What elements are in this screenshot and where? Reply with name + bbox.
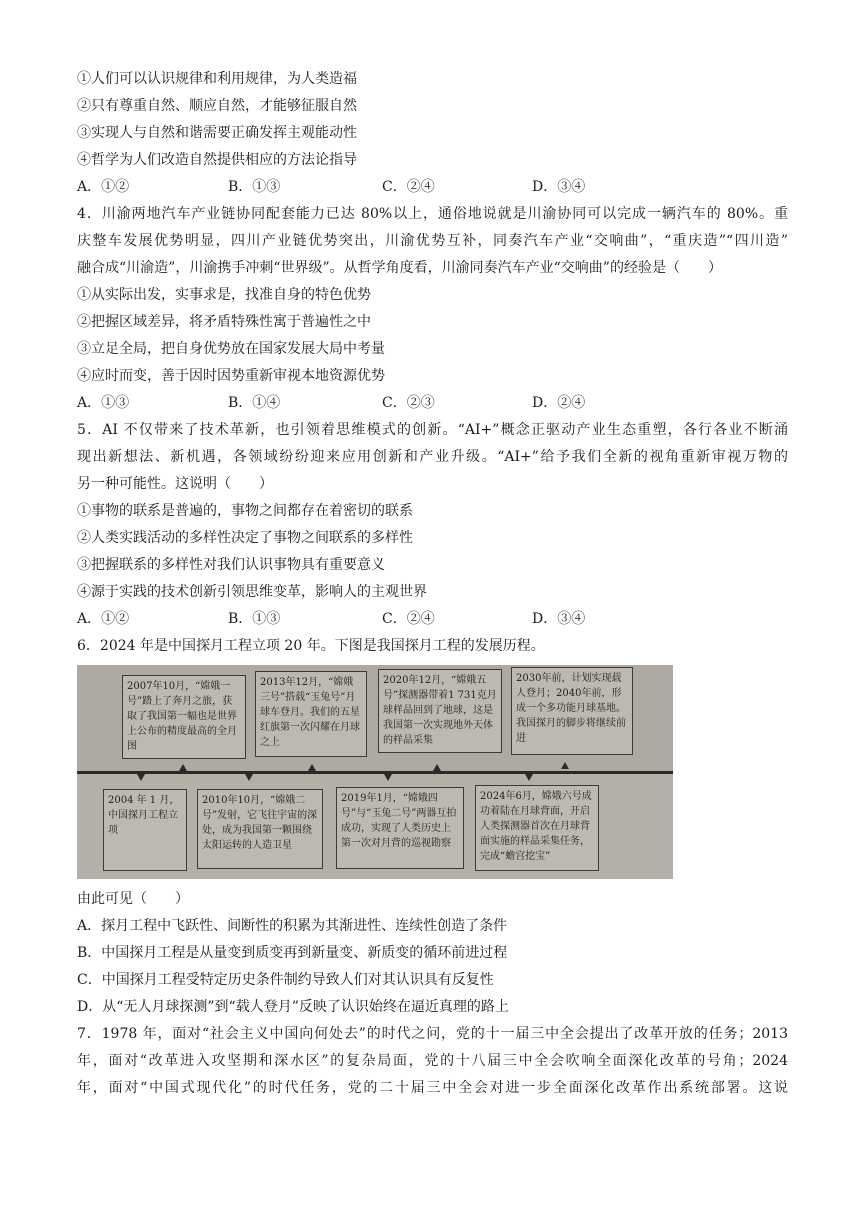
q4-statement-3: ③立足全局，把自身优势放在国家发展大局中考量 [77,341,385,357]
timeline-marker-2030 [561,762,569,769]
q4-choice-b[interactable]: B．①④ [228,395,281,411]
q4-choice-a[interactable]: A．①③ [77,395,130,411]
q6-choice-d[interactable]: D．从“无人月球探测”到“载人登月”反映了认识始终在逼近真理的路上 [77,999,509,1015]
timeline-event-2013: 2013年12月，“嫦娥三号”搭载“玉兔号”月球车登月。我们的五星红旗第一次闪耀在月球之上 [255,671,367,757]
timeline-event-2020: 2020年12月，“嫦娥五号”探测器带着1 731克月球样品回到了地球，这是我国第一次实现地外天体的样品采集 [378,669,502,753]
q5-stem-line-1: 5．AI 不仅带来了技术革新，也引领着思维模式的创新。“AI+”概念正驱动产业生态重塑，各行各业不断涌 [77,422,788,438]
q5-statement-1: ①事物的联系是普遍的，事物之间都存在着密切的联系 [77,503,413,519]
q4-choice-c[interactable]: C．②③ [382,395,435,411]
q5-choice-b[interactable]: B．①③ [228,611,281,627]
q6-choice-c[interactable]: C．中国探月工程受特定历史条件制约导致人们对其认识具有反复性 [77,972,494,988]
timeline-event-2019: 2019年1月，“嫦娥四号”与“玉兔二号”两器互拍成功，实现了人类历史上第一次对月背的巡视勘察 [336,787,464,869]
q5-choice-c[interactable]: C．②④ [382,611,435,627]
q3-choice-b[interactable]: B．①③ [228,179,281,195]
q4-stem-line-1: 4．川渝两地汽车产业链协同配套能力已达 80%以上，通俗地说就是川渝协同可以完成一辆汽车的 80%。重 [77,206,788,222]
q5-statement-4: ④源于实践的技术创新引领思维变革，影响人的主观世界 [77,584,427,600]
q3-choice-c[interactable]: C．②④ [382,179,435,195]
q5-stem-line-2: 现出新想法、新机遇，各领域纷纷迎来应用创新和产业升级。“AI+”给予我们全新的视角重新审视万物的 [77,449,788,465]
q3-choices [77,178,777,196]
lunar-program-timeline-figure [77,665,673,879]
q5-stem-line-3: 另一种可能性。这说明（ ） [77,476,273,492]
q4-choices [77,394,777,412]
q3-statement-2: ②只有尊重自然、顺应自然，才能够征服自然 [77,98,357,114]
timeline-event-2030: 2030年前，计划实现载人登月；2040年前，形成一个多功能月球基地。我国探月的脚步将继续前进 [511,667,633,755]
timeline-marker-2010 [245,774,253,781]
timeline-event-2024: 2024年6月，嫦娥六号成功着陆在月球背面，开启人类探测器首次在月球背面实施的样品采集任务，完成“蟾宫挖宝” [475,785,599,871]
q6-ask: 由此可见（ ） [77,891,189,907]
timeline-marker-2019 [384,774,392,781]
timeline-marker-2013 [308,764,316,771]
q6-choice-a[interactable]: A．探月工程中飞跃性、间断性的积累为其渐进性、连续性创造了条件 [77,918,508,934]
q4-stem-line-2: 庆整车发展优势明显，四川产业链优势突出，川渝优势互补，同奏汽车产业“交响曲”，“重庆造”“四川造” [77,233,788,249]
q5-statement-3: ③把握联系的多样性对我们认识事物具有重要意义 [77,557,385,573]
q3-statement-4: ④哲学为人们改造自然提供相应的方法论指导 [77,152,357,168]
timeline-marker-2024 [525,774,533,781]
timeline-event-2004: 2004 年 1 月，中国探月工程立项 [103,789,187,871]
q7-stem-line-3: 年，面对“中国式现代化”的时代任务，党的二十届三中全会对进一步全面深化改革作出系统部署。这说 [77,1080,788,1096]
q3-choice-a[interactable]: A．①② [77,179,130,195]
q5-choices [77,610,777,628]
timeline-marker-2020 [433,764,441,771]
q3-statement-3: ③实现人与自然和谐需要正确发挥主观能动性 [77,125,357,141]
q4-statement-2: ②把握区域差异，将矛盾特殊性寓于普遍性之中 [77,314,371,330]
q6-choice-b[interactable]: B．中国探月工程是从量变到质变再到新量变、新质变的循环前进过程 [77,945,508,961]
q4-statement-1: ①从实际出发，实事求是，找准自身的特色优势 [77,287,371,303]
q3-choice-d[interactable]: D．③④ [532,179,586,195]
q4-stem-line-3: 融合成“川渝造”，川渝携手冲刺“世界级”。从哲学角度看，川渝同奏汽车产业“交响曲”的经验是（ ） [77,260,722,276]
timeline-axis [77,771,673,774]
q4-choice-d[interactable]: D．②④ [532,395,586,411]
q5-choice-d[interactable]: D．③④ [532,611,586,627]
timeline-event-2010: 2010年10月，“嫦娥二号”发射，它飞往宇宙的深处，成为我国第一颗围绕太阳运转的人造卫星 [197,789,323,869]
timeline-event-2007: 2007年10月，“嫦娥一号”踏上了奔月之旅，获取了我国第一幅也是世界上公布的精度最高的全月图 [122,675,246,759]
q6-stem: 6．2024 年是中国探月工程立项 20 年。下图是我国探月工程的发展历程。 [77,638,545,654]
q7-stem-line-2: 年，面对“改革进入攻坚期和深水区”的复杂局面，党的十八届三中全会吹响全面深化改革的号角；2024 [77,1053,788,1069]
timeline-marker-2007 [179,764,187,771]
q4-statement-4: ④应时而变，善于因时因势重新审视本地资源优势 [77,368,385,384]
q5-choice-a[interactable]: A．①② [77,611,130,627]
q3-statement-1: ①人们可以认识规律和利用规律，为人类造福 [77,71,357,87]
q5-statement-2: ②人类实践活动的多样性决定了事物之间联系的多样性 [77,530,413,546]
timeline-marker-2004 [137,774,145,781]
q7-stem-line-1: 7．1978 年，面对“社会主义中国向何处去”的时代之问，党的十一届三中全会提出了改革开放的任务；2013 [77,1026,788,1042]
